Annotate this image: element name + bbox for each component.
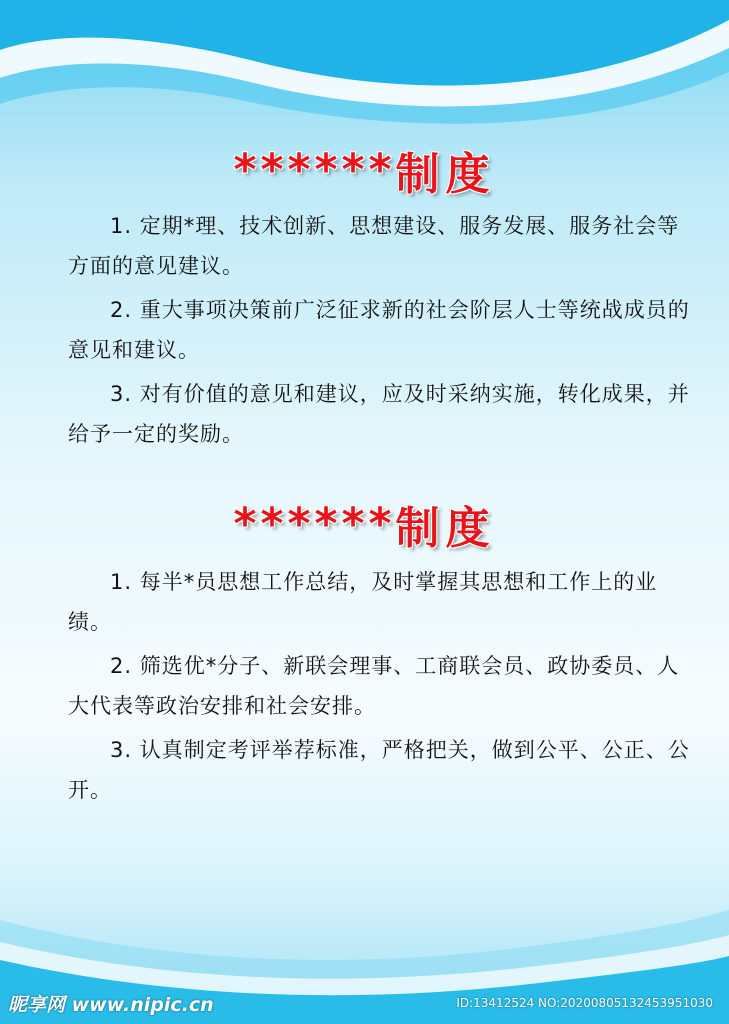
- section-1-title-word: 制度: [395, 149, 496, 200]
- top-wave-decoration: [0, 0, 729, 140]
- section-1-paragraph-2: 2. 重大事项决策前广泛征求新的社会阶层人士等统战成员的意见和建议。: [68, 298, 690, 362]
- section-1-paragraph-3: 3. 对有价值的意见和建议，应及时采纳实施，转化成果，并给予一定的奖励。: [68, 382, 690, 446]
- watermark-id-text: ID:13412524 NO:20200805132453951030: [456, 996, 713, 1010]
- section-2-paragraph-2: 2. 筛选优*分子、新联会理事、工商联会员、政协委员、人大代表等政治安排和社会安排。: [68, 654, 680, 718]
- section-2-title-word: 制度: [395, 503, 496, 554]
- section-1-title-stars: ******: [233, 144, 396, 196]
- section-1-body: [68, 206, 690, 458]
- section-2-paragraph-3: 3. 认真制定考评举荐标准，严格把关，做到公平、公正、公开。: [68, 738, 690, 802]
- section-2-title: [0, 492, 729, 556]
- section-2-body: [68, 562, 690, 814]
- watermark-logo: 昵享网 www.nipic.cn: [8, 994, 214, 1016]
- section-2-paragraph-1: 1. 每半*员思想工作总结，及时掌握其思想和工作上的业绩。: [68, 570, 658, 634]
- section-2-title-stars: ******: [233, 498, 396, 550]
- section-1-title: [0, 138, 729, 202]
- section-1-paragraph-1: 1. 定期*理、技术创新、思想建设、服务发展、服务社会等方面的意见建议。: [68, 214, 680, 278]
